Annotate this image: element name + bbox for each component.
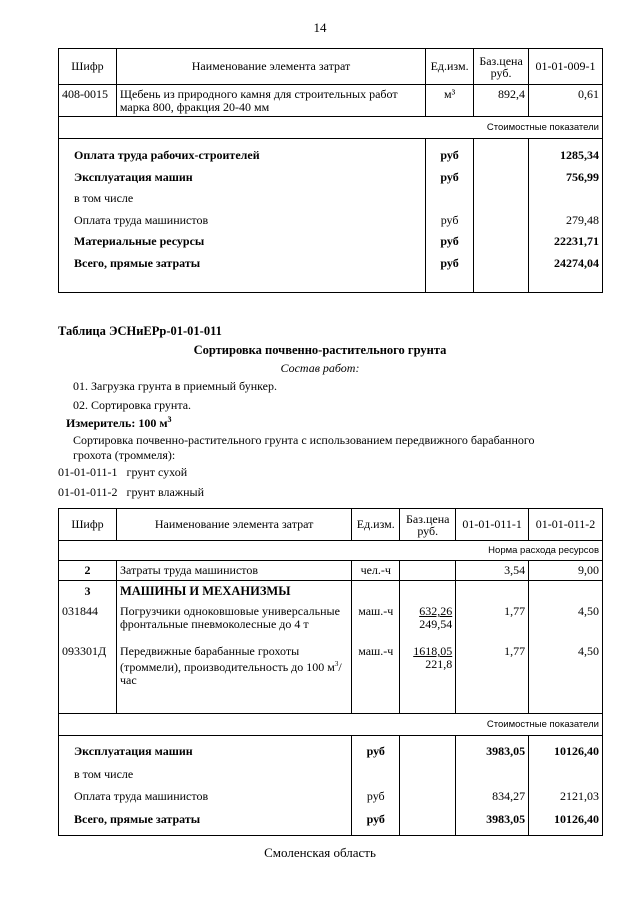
row-unit: чел.-ч: [352, 561, 400, 581]
row-value: 0,61: [529, 85, 603, 117]
row-code: 2: [59, 561, 117, 581]
cost-label: Всего, прямые затраты: [74, 255, 201, 270]
machine-name: Передвижные барабанные грохоты (троммели), производительность до 100 $м^3$/час: [119, 644, 342, 687]
cost-unit: руб: [366, 811, 385, 826]
header-unit: Ед.изм.: [426, 49, 474, 85]
cost-label: Эксплуатация машин: [74, 169, 193, 184]
cost-unit: руб: [440, 169, 459, 184]
machine-price: 1618,05: [413, 644, 453, 658]
cost-block: [59, 736, 603, 836]
cost-label: Всего, прямые затраты: [74, 811, 201, 826]
cost-v2: 10126,40: [554, 744, 599, 758]
work-item: 02. Сортировка грунта.: [73, 398, 192, 412]
section-cost: Стоимостные показатели: [59, 117, 603, 139]
machine-price: 632,26: [419, 604, 453, 618]
cost-v2: 2121,03: [560, 789, 599, 803]
cost-unit: [429, 188, 470, 210]
variant-2: [58, 485, 204, 500]
measure-label: [66, 415, 172, 431]
table-row: [59, 85, 603, 117]
header-price: Баз.цена руб.: [474, 49, 529, 85]
description: Сортировка почвенно-растительного грунта с использованием передвижного барабанного грохота (троммеля):: [73, 433, 535, 462]
row-price: 892,4: [474, 85, 529, 117]
variant-1: [58, 465, 187, 480]
header-norm-2: 01-01-011-2: [529, 509, 603, 541]
cost-unit: руб: [440, 255, 459, 270]
row-v2: 9,00: [529, 561, 603, 581]
cost-value: 24274,04: [554, 255, 599, 270]
machine-unit: маш.-ч: [358, 644, 394, 658]
header-norm-1: 01-01-011-1: [456, 509, 529, 541]
cost-v1: [459, 763, 525, 786]
header-code: Шифр: [59, 509, 117, 541]
cost-v1: 834,27: [492, 789, 526, 803]
row-name: Щебень из природного камня для строительных работ марка 800, фракция 20-40 мм: [116, 85, 425, 117]
section-title: Сортировка почвенно-растительного грунта: [193, 343, 447, 357]
machine-price: 249,54: [419, 617, 453, 631]
header-unit: Ед.изм.: [352, 509, 400, 541]
machine-code: 093301Д: [62, 644, 107, 658]
cost-v1: 3983,05: [486, 811, 526, 826]
cost-label: Оплата труда машинистов: [74, 212, 209, 227]
variant-name: грунт сухой: [126, 465, 188, 479]
machines-title: МАШИНЫ И МЕХАНИЗМЫ: [119, 584, 291, 598]
cost-label: Эксплуатация машин: [74, 744, 193, 758]
table-title: Таблица ЭСНиЕРр-01-01-011: [58, 324, 222, 338]
variant-name: грунт влажный: [126, 485, 204, 499]
variant-code: 01-01-011-1: [58, 465, 118, 479]
machine-name: Погрузчики одноковшовые универсальные фронтальные пневмоколесные до 4 т: [119, 604, 340, 631]
cost-value: 1285,34: [560, 148, 599, 162]
table-2: [58, 508, 603, 836]
variant-code: 01-01-011-2: [58, 485, 118, 499]
machine-v1: 1,77: [504, 604, 526, 618]
machine-v2: 4,50: [578, 604, 599, 618]
header-name: Наименование элемента затрат: [116, 509, 351, 541]
machine-code: 031844: [62, 604, 98, 618]
cost-value: 756,99: [566, 169, 599, 184]
header-norm: 01-01-009-1: [529, 49, 603, 85]
section-cost: Стоимостные показатели: [59, 714, 603, 736]
cost-v2: [532, 763, 599, 786]
row-unit: м³: [426, 85, 474, 117]
footer: Смоленская область: [264, 845, 376, 860]
cost-label: в том числе: [74, 766, 134, 781]
cost-unit: руб: [440, 148, 459, 162]
section-norm: Норма расхода ресурсов: [59, 541, 603, 561]
cost-unit: руб: [440, 212, 459, 227]
section-subtitle: Состав работ:: [280, 361, 360, 375]
row-name: Затраты труда машинистов: [116, 561, 351, 581]
row-v1: 3,54: [456, 561, 529, 581]
cost-unit: руб: [366, 744, 385, 758]
header-code: Шифр: [59, 49, 117, 85]
page-number: 14: [313, 20, 327, 35]
cost-v2: 10126,40: [554, 811, 599, 826]
table-1: [58, 48, 603, 293]
cost-value: 279,48: [566, 212, 599, 227]
cost-value: [532, 188, 599, 210]
cost-unit: руб: [366, 789, 385, 803]
machines-code: 3: [84, 584, 91, 598]
cost-value: 22231,71: [554, 234, 599, 248]
machine-price: 221,8: [425, 657, 453, 671]
header-price: Баз.цена руб.: [400, 509, 456, 541]
machine-v2: 4,50: [578, 644, 599, 658]
cost-label: в том числе: [74, 191, 134, 205]
cost-v1: 3983,05: [486, 744, 526, 758]
table-row: [59, 561, 603, 581]
machine-unit: маш.-ч: [358, 604, 394, 618]
work-item: 01. Загрузка грунта в приемный бункер.: [73, 379, 277, 393]
cost-label: Оплата труда рабочих-строителей: [74, 148, 260, 162]
row-code: 408-0015: [59, 85, 117, 117]
cost-unit: руб: [440, 234, 459, 248]
cost-label: Оплата труда машинистов: [74, 789, 209, 803]
cost-block: [59, 139, 603, 293]
cost-unit: [355, 763, 396, 786]
machine-v1: 1,77: [504, 644, 526, 658]
header-name: Наименование элемента затрат: [116, 49, 425, 85]
measure-text: Измеритель: 100 $м^3$: [66, 415, 172, 430]
cost-label: Материальные ресурсы: [74, 234, 205, 248]
machines-block: [59, 581, 603, 714]
